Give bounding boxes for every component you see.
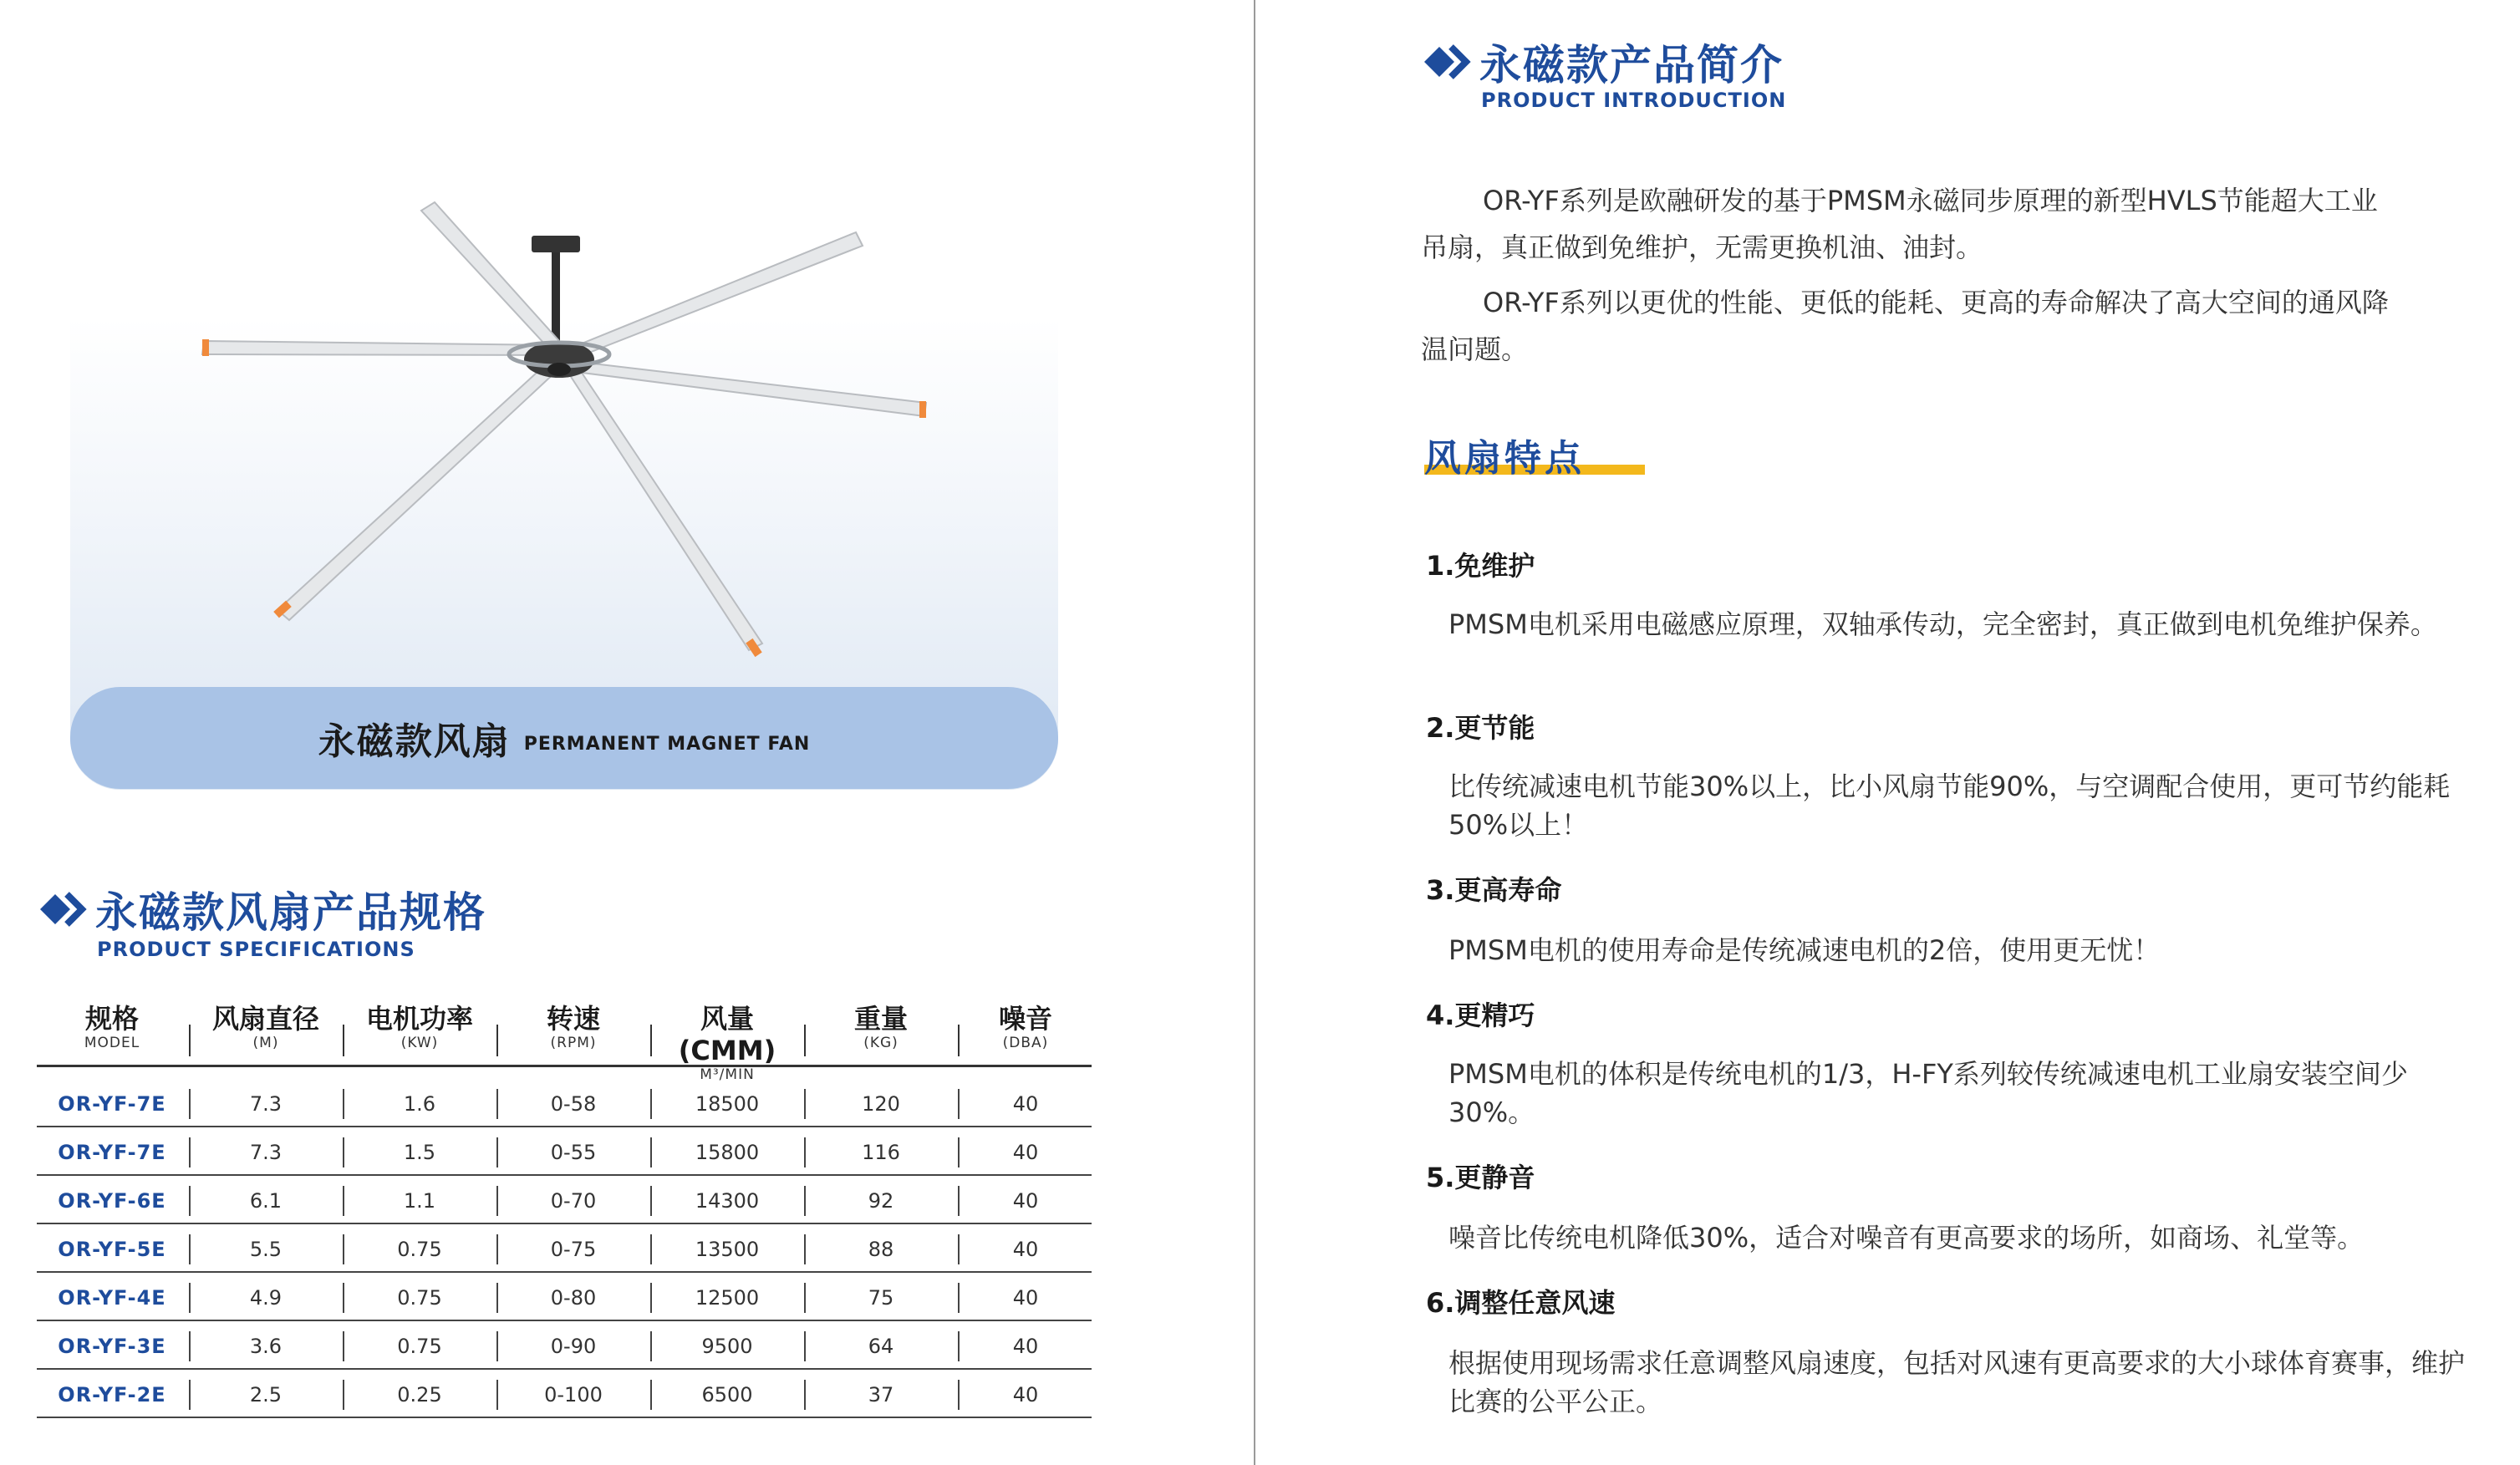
cell-divider [496, 1186, 498, 1216]
table-cell: 40 [1012, 1383, 1039, 1407]
cell-divider [804, 1089, 806, 1119]
cell-divider [496, 1283, 498, 1313]
table-cell: 0-80 [550, 1286, 597, 1310]
specs-table [37, 1003, 1092, 1418]
table-cell: 1.6 [403, 1092, 436, 1116]
col-power [344, 1003, 495, 1051]
table-row [37, 1321, 1092, 1370]
table-row [37, 1370, 1092, 1418]
cell-divider [496, 1089, 498, 1119]
intro-p2-line2: 温问题。 [1421, 333, 1529, 365]
cell-divider [650, 1234, 652, 1264]
table-cell: 9500 [701, 1335, 753, 1358]
diamond-arrow-icon [1421, 38, 1474, 85]
table-cell: 0-55 [550, 1141, 597, 1164]
specs-subtitle: PRODUCT SPECIFICATIONS [97, 938, 415, 961]
feature-body: 比传统减速电机节能30%以上，比小风扇节能90%，与空调配合使用，更可节约能耗50%以上！ [1448, 771, 2451, 841]
table-cell: 13500 [695, 1238, 760, 1261]
table-cell: 0-75 [550, 1238, 597, 1261]
col-weight-label: 重量 [853, 1003, 908, 1035]
cell-divider [804, 1234, 806, 1264]
table-cell: 0-100 [544, 1383, 603, 1407]
col-model-label: 规格 [84, 1003, 139, 1035]
cell-divider [189, 1331, 191, 1361]
cell-divider [343, 1380, 344, 1410]
table-cell: 0-70 [550, 1189, 597, 1213]
feature-title: 1.免维护 [1426, 550, 1535, 582]
table-cell: 3.6 [249, 1335, 283, 1358]
table-cell: 40 [1012, 1189, 1039, 1213]
table-cell: 37 [868, 1383, 894, 1407]
col-speed-unit: (RPM) [550, 1035, 597, 1051]
cell-divider [189, 1283, 191, 1313]
table-cell: 40 [1012, 1238, 1039, 1261]
cell-divider [189, 1234, 191, 1264]
feature-title: 2.更节能 [1426, 712, 1535, 744]
features-heading [1424, 428, 1585, 481]
cell-divider [804, 1186, 806, 1216]
col-diameter-label: 风扇直径 [211, 1003, 319, 1035]
table-header [37, 1003, 1092, 1083]
cell-divider [650, 1283, 652, 1313]
diamond-arrow-icon [37, 886, 90, 933]
table-row [37, 1079, 1092, 1127]
cell-divider [343, 1089, 344, 1119]
cell-divider [343, 1283, 344, 1313]
table-cell: 64 [868, 1335, 894, 1358]
table-cell: 7.3 [249, 1092, 283, 1116]
page-divider [1254, 0, 1255, 1465]
table-cell: 4.9 [249, 1286, 283, 1310]
cell-divider [958, 1283, 960, 1313]
cell-divider [804, 1380, 806, 1410]
table-cell: 1.1 [403, 1189, 436, 1213]
cell-divider [958, 1137, 960, 1167]
model-cell: OR-YF-7E [58, 1092, 166, 1116]
table-cell: 0.75 [397, 1286, 442, 1310]
col-model-unit: MODEL [84, 1035, 140, 1051]
col-weight-unit: (KG) [863, 1035, 899, 1051]
table-row [37, 1127, 1092, 1176]
model-cell: OR-YF-2E [58, 1383, 166, 1407]
cell-divider [343, 1137, 344, 1167]
table-cell: 5.5 [249, 1238, 283, 1261]
table-row [37, 1176, 1092, 1224]
cell-divider [343, 1186, 344, 1216]
feature-body: 噪音比传统电机降低30%，适合对噪音有更高要求的场所，如商场、礼堂等。 [1448, 1222, 2365, 1254]
col-noise [960, 1003, 1092, 1051]
intro-p1-line1: OR-YF系列是欧融研发的基于PMSM永磁同步原理的新型HVLS节能超大工业 [1483, 185, 2378, 216]
intro-heading [1421, 32, 1784, 92]
cell-divider [343, 1331, 344, 1361]
table-cell: 12500 [695, 1286, 760, 1310]
cell-divider [650, 1137, 652, 1167]
cell-divider [804, 1137, 806, 1167]
col-noise-unit: (DBA) [1002, 1035, 1049, 1051]
col-speed [498, 1003, 649, 1051]
col-power-label: 电机功率 [365, 1003, 473, 1035]
fan-subtitle: PERMANENT MAGNET FAN [523, 733, 811, 755]
col-model [37, 1003, 187, 1051]
intro-paragraph-1 [1421, 177, 2482, 271]
feature-body: 根据使用现场需求任意调整风扇速度，包括对风速有更高要求的大小球体育赛事，维护比赛的公平公正。 [1448, 1347, 2466, 1417]
cell-divider [650, 1380, 652, 1410]
intro-p1-line2: 吊扇，真正做到免维护，无需更换机油、油封。 [1421, 231, 1983, 263]
feature-title: 3.更高寿命 [1426, 874, 1562, 906]
cell-divider [958, 1380, 960, 1410]
cell-divider [958, 1186, 960, 1216]
cell-divider [496, 1137, 498, 1167]
table-cell: 88 [868, 1238, 894, 1261]
features-title: 风扇特点 [1424, 437, 1585, 480]
table-cell: 6500 [701, 1383, 753, 1407]
model-cell: OR-YF-6E [58, 1189, 166, 1213]
table-cell: 75 [868, 1286, 894, 1310]
table-cell: 0-58 [550, 1092, 597, 1116]
cell-divider [343, 1234, 344, 1264]
cell-divider [189, 1137, 191, 1167]
cell-divider [958, 1234, 960, 1264]
cell-divider [496, 1380, 498, 1410]
intro-title: 永磁款产品简介 [1479, 41, 1784, 89]
table-cell: 6.1 [249, 1189, 283, 1213]
cell-divider [189, 1186, 191, 1216]
table-cell: 0.75 [397, 1238, 442, 1261]
feature-body: PMSM电机的体积是传统电机的1/3，H-FY系列较传统减速电机工业扇安装空间少30%。 [1448, 1058, 2408, 1128]
feature-body: PMSM电机的使用寿命是传统减速电机的2倍，使用更无忧！ [1448, 934, 2161, 966]
model-cell: OR-YF-4E [58, 1286, 166, 1310]
cell-divider [958, 1331, 960, 1361]
feature-body: PMSM电机采用电磁感应原理，双轴承传动，完全密封，真正做到电机免维护保养。 [1448, 608, 2437, 640]
table-cell: 14300 [695, 1189, 760, 1213]
col-airflow-label: 风量(CMM) [678, 1003, 776, 1066]
col-speed-label: 转速 [546, 1003, 600, 1035]
table-cell: 120 [862, 1092, 900, 1116]
table-cell: 1.5 [403, 1141, 436, 1164]
intro-subtitle: PRODUCT INTRODUCTION [1481, 89, 1787, 112]
table-cell: 0.25 [397, 1383, 442, 1407]
table-cell: 40 [1012, 1141, 1039, 1164]
col-airflow [652, 1003, 802, 1083]
model-cell: OR-YF-7E [58, 1141, 166, 1164]
specs-heading [37, 879, 486, 939]
specs-title: 永磁款风扇产品规格 [95, 888, 486, 937]
feature-title: 5.更静音 [1426, 1162, 1535, 1193]
col-diameter-unit: (M) [252, 1035, 279, 1051]
cell-divider [958, 1089, 960, 1119]
table-cell: 40 [1012, 1335, 1039, 1358]
feature-title: 4.更精巧 [1426, 1000, 1535, 1031]
table-row [37, 1224, 1092, 1273]
feature-title: 6.调整任意风速 [1426, 1287, 1616, 1319]
table-cell: 18500 [695, 1092, 760, 1116]
table-cell: 7.3 [249, 1141, 283, 1164]
col-weight [806, 1003, 956, 1051]
table-body [37, 1079, 1092, 1418]
table-cell: 116 [862, 1141, 900, 1164]
col-noise-label: 噪音 [998, 1003, 1052, 1035]
cell-divider [496, 1234, 498, 1264]
intro-paragraph-2 [1421, 279, 2482, 373]
fan-label-bar [70, 687, 1058, 789]
intro-p2-line1: OR-YF系列以更优的性能、更低的能耗、更高的寿命解决了高大空间的通风降 [1483, 287, 2389, 318]
ceiling-fan-icon [202, 202, 926, 657]
col-diameter [191, 1003, 341, 1051]
cell-divider [650, 1089, 652, 1119]
cell-divider [650, 1331, 652, 1361]
model-cell: OR-YF-5E [58, 1238, 166, 1261]
table-cell: 15800 [695, 1141, 760, 1164]
cell-divider [804, 1331, 806, 1361]
cell-divider [650, 1186, 652, 1216]
col-airflow-unit: M³/MIN [700, 1066, 755, 1083]
cell-divider [189, 1380, 191, 1410]
cell-divider [804, 1283, 806, 1313]
fan-title: 永磁款风扇 [318, 720, 511, 763]
table-row [37, 1273, 1092, 1321]
table-cell: 0.75 [397, 1335, 442, 1358]
cell-divider [496, 1331, 498, 1361]
table-cell: 0-90 [550, 1335, 597, 1358]
model-cell: OR-YF-3E [58, 1335, 166, 1358]
cell-divider [189, 1089, 191, 1119]
table-cell: 40 [1012, 1092, 1039, 1116]
table-cell: 40 [1012, 1286, 1039, 1310]
fan-illustration [70, 159, 1058, 694]
table-cell: 92 [868, 1189, 894, 1213]
col-power-unit: (KW) [400, 1035, 439, 1051]
table-cell: 2.5 [249, 1383, 283, 1407]
